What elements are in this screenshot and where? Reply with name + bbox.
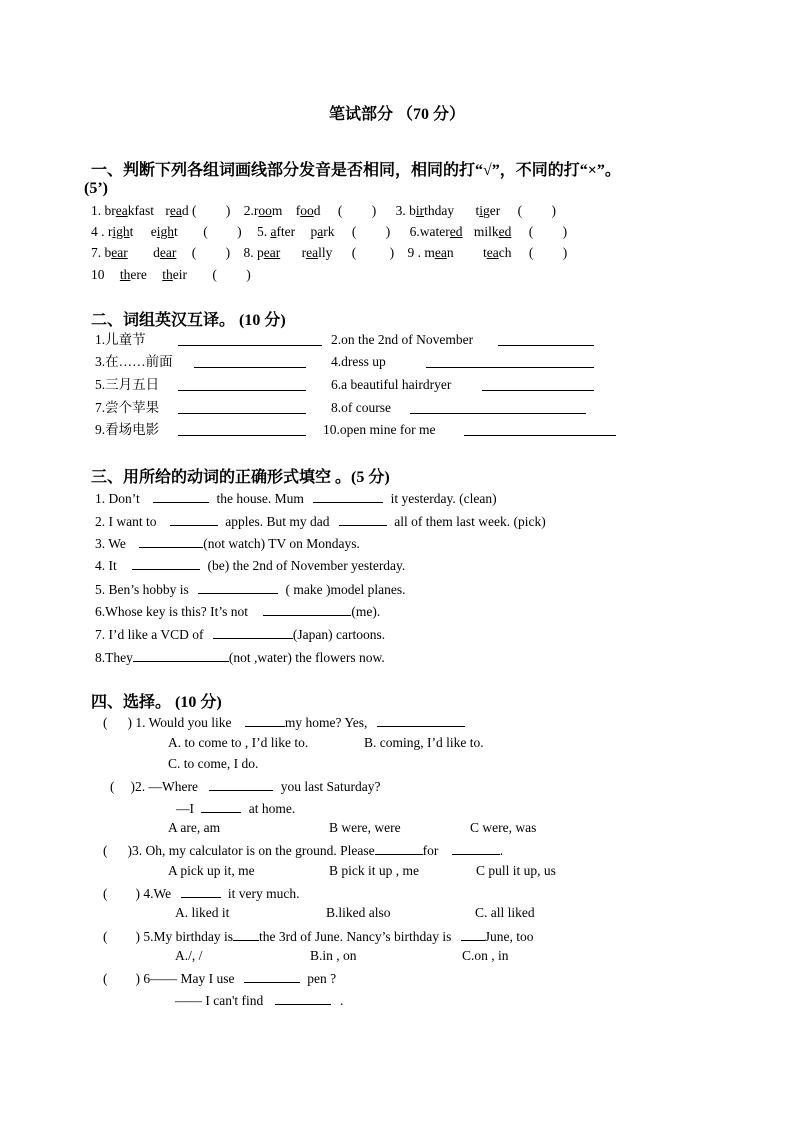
question-text: my home? Yes,	[284, 715, 368, 730]
question-text: .	[340, 993, 344, 1008]
question-text: ) 1. Would you like	[127, 715, 232, 730]
underlined-sound: igh	[112, 224, 130, 239]
question-text: you last Saturday?	[280, 779, 381, 794]
paren-open: (	[351, 224, 357, 239]
question-text: 7. I’d like a VCD of	[95, 627, 204, 642]
word-part: lly	[318, 245, 333, 260]
s4-q3-option-a: A pick up it, me	[168, 863, 255, 878]
question-text: (Japan) cartoons.	[292, 627, 386, 642]
answer-blank	[170, 511, 218, 526]
s4-q1-option-b: B. coming, I’d like to.	[364, 735, 484, 750]
word-part: d (	[181, 203, 197, 218]
question-text: ) 4.We	[135, 886, 172, 901]
s4-q2-option-b: B were, were	[329, 820, 401, 835]
answer-blank	[244, 968, 300, 983]
word-part: ger	[483, 203, 501, 218]
answer-blank	[498, 331, 594, 351]
question-text: 1. Don’t	[95, 491, 140, 506]
question-text: 3. We	[95, 536, 126, 551]
answer-blank	[426, 353, 594, 373]
s4-q1	[103, 712, 465, 732]
question-text: the 3rd of June. Nancy’s birthday is	[259, 929, 452, 944]
word-part: kfast	[127, 203, 154, 218]
answer-blank	[464, 421, 616, 441]
s4-q6-sub	[175, 990, 343, 1010]
word-part: rk	[323, 224, 335, 239]
s2-item-9: 9.看场电影	[95, 422, 160, 437]
answer-blank	[181, 883, 221, 898]
s2-item-4: 4.dress up	[331, 354, 386, 369]
question-text: it yesterday. (clean)	[390, 491, 497, 506]
paren-close: )	[237, 224, 242, 239]
answer-blank	[194, 353, 306, 373]
question-text: 5. Ben’s hobby is	[95, 582, 189, 597]
answer-blank	[339, 511, 387, 526]
paren-open: (	[203, 224, 208, 239]
underlined-sound: ear	[263, 245, 281, 260]
s4-q3-option-b: B pick it up , me	[329, 863, 419, 878]
question-text: )3. Oh, my calculator is on the ground. Please	[127, 843, 375, 858]
word-part: 2.r	[243, 203, 259, 218]
section4-heading: 四、选择。 (10 分)	[91, 694, 222, 711]
underlined-sound: ear	[111, 245, 128, 260]
question-text: 6.Whose key is this? It’s not	[95, 604, 248, 619]
paren-close: )	[225, 245, 231, 260]
paren-close: )	[225, 203, 231, 218]
question-text: pen ?	[307, 971, 337, 986]
answer-blank	[461, 926, 485, 941]
section3-heading: 三、用所给的动词的正确形式填空 。(5 分)	[91, 469, 390, 486]
question-text: (be) the 2nd of November yesterday.	[207, 558, 406, 573]
word-part: 10	[91, 267, 105, 282]
s2-item-10: 10.open mine for me	[323, 422, 436, 437]
question-text: ) 6—— May I use	[135, 971, 235, 986]
paren-close: )	[551, 203, 557, 218]
word-part: ch	[498, 245, 512, 260]
question-text: (me).	[351, 604, 381, 619]
word-part: p	[310, 224, 318, 239]
word-part: 3. b	[395, 203, 416, 218]
answer-blank	[132, 555, 200, 570]
question-text: for	[422, 843, 439, 858]
paren-open: (	[212, 267, 217, 282]
paren-open: (	[528, 224, 534, 239]
answer-blank	[139, 533, 203, 548]
word-part: 6.water	[409, 224, 450, 239]
s4-q6	[103, 968, 336, 988]
s4-q2	[110, 776, 380, 796]
question-text: June, too	[484, 929, 534, 944]
question-text: all of them last week. (pick)	[394, 514, 546, 529]
question-text: (not watch) TV on Mondays.	[203, 536, 360, 551]
paren-close: )	[246, 267, 251, 282]
question-text: the house. Mum	[216, 491, 304, 506]
underlined-sound: ea	[486, 245, 499, 260]
underlined-sound: ir	[415, 203, 425, 218]
answer-blank	[178, 376, 306, 396]
s3-q8	[95, 647, 385, 667]
s3-q7	[95, 624, 385, 644]
answer-blank	[178, 421, 306, 441]
word-part: f	[295, 203, 301, 218]
paren-open: (	[103, 971, 108, 986]
paren-open: (	[103, 715, 108, 730]
underlined-sound: ear	[159, 245, 177, 260]
s4-q1-option-a: A. to come to , I’d like to.	[168, 735, 309, 750]
answer-blank	[482, 376, 594, 396]
question-text: apples. But my dad	[225, 514, 330, 529]
underlined-sound: igh	[156, 224, 175, 239]
s4-q4-option-a: A. liked it	[175, 905, 230, 920]
answer-blank	[375, 840, 423, 855]
s1-row-1	[91, 202, 556, 220]
underlined-sound: th	[119, 267, 131, 282]
answer-blank	[452, 840, 500, 855]
word-part: d	[313, 203, 321, 218]
word-part: r	[301, 245, 307, 260]
word-part: d	[153, 245, 160, 260]
word-part: ere	[130, 267, 147, 282]
answer-blank	[133, 647, 229, 662]
paren-open: (	[351, 245, 357, 260]
question-text: )2. —Where	[130, 779, 198, 794]
section1-points: (5’)	[84, 180, 108, 197]
s2-item-2: 2.on the 2nd of November	[331, 332, 474, 347]
answer-blank	[178, 399, 306, 419]
s4-q5-option-c: C.on , in	[462, 948, 509, 963]
underlined-sound: i	[479, 203, 484, 218]
answer-blank	[245, 712, 285, 727]
paren-close: )	[562, 224, 568, 239]
underlined-sound: a	[317, 224, 324, 239]
question-text: ( make )model planes.	[285, 582, 406, 597]
s2-item-6: 6.a beautiful hairdryer	[331, 377, 452, 392]
paren-open: (	[337, 203, 343, 218]
s3-q3	[95, 533, 360, 553]
question-text: it very much.	[227, 886, 300, 901]
word-part: milk	[473, 224, 499, 239]
question-text: —— I can't find	[175, 993, 264, 1008]
s4-q4-option-b: B.liked also	[326, 905, 391, 920]
word-part: eir	[172, 267, 188, 282]
page-title: 笔试部分 （70 分）	[328, 106, 465, 123]
underlined-sound: ea	[434, 245, 447, 260]
word-part: e	[150, 224, 157, 239]
question-text: at home.	[248, 801, 296, 816]
s2-item-8: 8.of course	[331, 400, 391, 415]
underlined-sound: ed	[449, 224, 463, 239]
answer-blank	[377, 712, 465, 727]
answer-blank	[178, 331, 322, 351]
s3-q6	[95, 601, 380, 621]
paren-close: )	[371, 203, 377, 218]
word-part: t	[129, 224, 134, 239]
s1-row-3	[91, 244, 567, 262]
question-text: 8.They	[95, 650, 133, 665]
s4-q5-option-b: B.in , on	[310, 948, 357, 963]
s1-row-4	[91, 266, 251, 284]
s2-item-5: 5.三月五日	[95, 377, 160, 392]
answer-blank	[263, 601, 351, 616]
s4-q5	[103, 926, 533, 946]
word-part: 5.	[256, 224, 271, 239]
answer-blank	[410, 399, 586, 419]
underlined-sound: ea	[306, 245, 319, 260]
word-part: n	[446, 245, 454, 260]
section1-heading: 一、判断下列各组词画线部分发音是否相同，相同的打“√”，不同的打“×”。	[91, 162, 621, 179]
paren-open: (	[103, 843, 108, 858]
paren-open: (	[103, 929, 108, 944]
s2-item-3: 3.在……前面	[95, 354, 173, 369]
answer-blank	[275, 990, 331, 1005]
s4-q2-option-a: A are, am	[168, 820, 221, 835]
s4-q5-option-a: A./, /	[175, 948, 203, 963]
section2-heading: 二、词组英汉互译。 (10 分)	[91, 312, 286, 329]
s2-item-7: 7.尝个苹果	[95, 400, 160, 415]
word-part: t	[475, 203, 480, 218]
paren-close: )	[562, 245, 568, 260]
question-text: —I	[176, 801, 194, 816]
s4-q1-option-c: C. to come, I do.	[168, 756, 259, 771]
s1-row-2	[91, 223, 567, 241]
s3-q1	[95, 488, 497, 508]
word-part: m	[271, 203, 283, 218]
paren-close: )	[389, 245, 395, 260]
s4-q3	[103, 840, 503, 860]
underlined-sound: ea	[115, 203, 128, 218]
paren-close: )	[385, 224, 391, 239]
word-part: thday	[424, 203, 455, 218]
underlined-sound: ed	[498, 224, 512, 239]
underlined-sound: th	[162, 267, 173, 282]
answer-blank	[313, 488, 383, 503]
paren-open: (	[517, 203, 523, 218]
answer-blank	[213, 624, 293, 639]
paren-open: (	[110, 779, 115, 794]
question-text: ) 5.My birthday is	[135, 929, 233, 944]
s2-item-1: 1.儿童节	[95, 332, 146, 347]
underlined-sound: oo	[300, 203, 314, 218]
underlined-sound: ea	[169, 203, 182, 218]
word-part: r	[165, 203, 170, 218]
paren-open: (	[191, 245, 197, 260]
word-part: 8. p	[243, 245, 264, 260]
underlined-sound: oo	[258, 203, 272, 218]
word-part: fter	[276, 224, 296, 239]
s3-q4	[95, 555, 405, 575]
word-part: 9 . m	[407, 245, 435, 260]
paren-open: (	[528, 245, 534, 260]
underlined-sound: a	[270, 224, 277, 239]
answer-blank	[233, 926, 259, 941]
word-part: 4 . r	[91, 224, 113, 239]
s4-q3-option-c: C pull it up, us	[476, 863, 556, 878]
answer-blank	[201, 798, 241, 813]
word-part: t	[174, 224, 178, 239]
s4-q4	[103, 883, 300, 903]
question-text: (not ,water) the flowers now.	[228, 650, 385, 665]
s3-q2	[95, 511, 546, 531]
word-part: 1. br	[91, 203, 116, 218]
s4-q2-option-c: C were, was	[470, 820, 537, 835]
paren-open: (	[103, 886, 108, 901]
answer-blank	[198, 579, 278, 594]
s4-q2-sub	[176, 798, 295, 818]
word-part: t	[482, 245, 487, 260]
answer-blank	[209, 776, 273, 791]
answer-blank	[153, 488, 209, 503]
question-text: 4. It	[95, 558, 117, 573]
question-text: .	[499, 843, 504, 858]
s4-q4-option-c: C. all liked	[475, 905, 535, 920]
question-text: 2. I want to	[95, 514, 157, 529]
word-part: 7. b	[91, 245, 112, 260]
s3-q5	[95, 579, 405, 599]
